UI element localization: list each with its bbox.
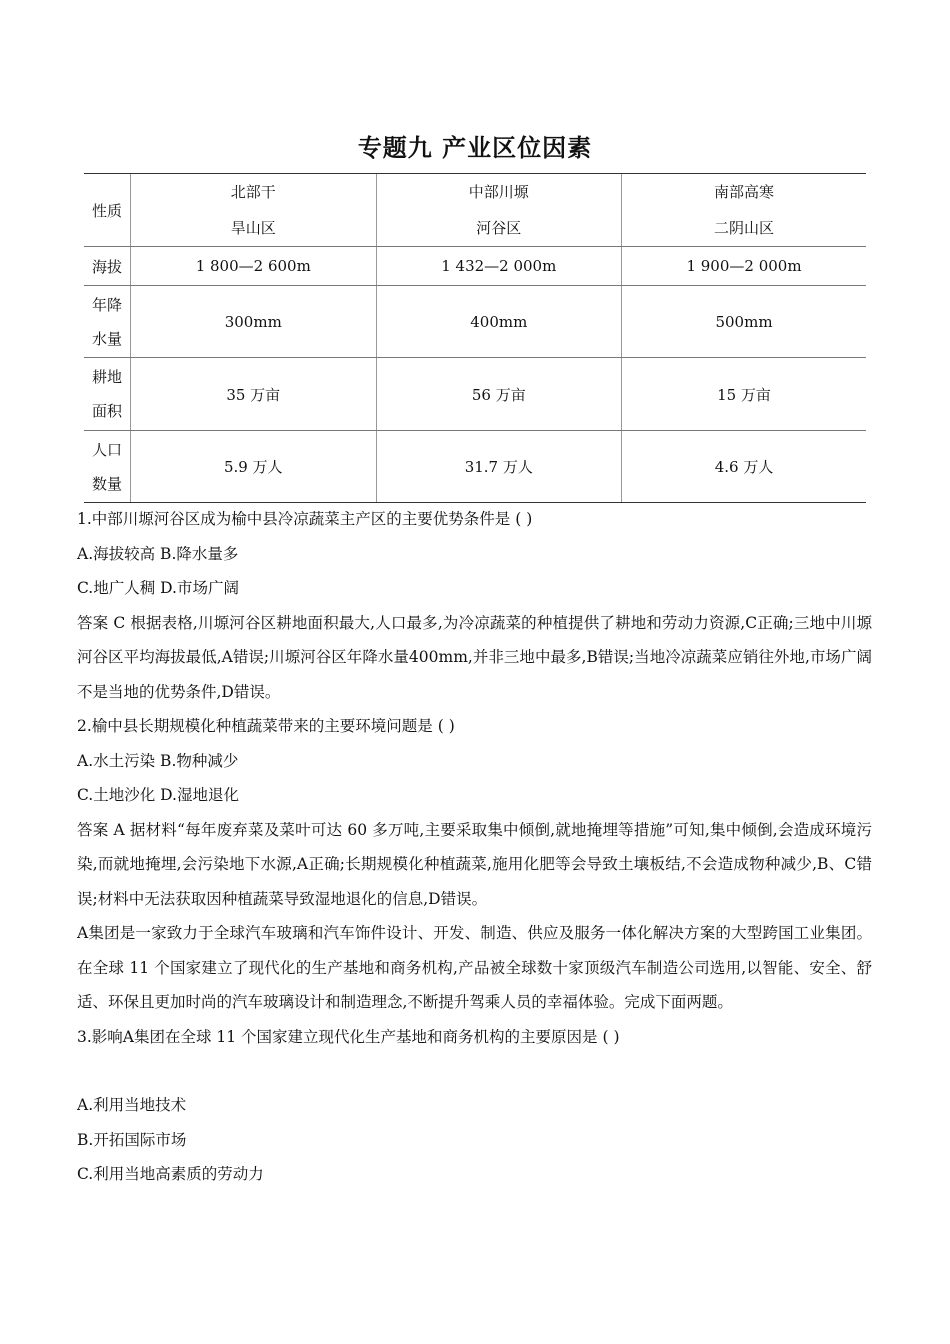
question-1-stem: 1.中部川塬河谷区成为榆中县冷凉蔬菜主产区的主要优势条件是 ( ) xyxy=(77,510,533,528)
question-1-options-ab: A.海拔较高 B.降水量多 xyxy=(77,544,239,563)
question-3-option-b: B.开拓国际市场 xyxy=(77,1130,187,1149)
region-header: 北部干 旱山区 xyxy=(131,174,377,247)
table-cell: 1 900—2 000m xyxy=(622,247,866,286)
table-row xyxy=(84,247,866,286)
table-row xyxy=(84,431,866,503)
table-cell: 1 432—2 000m xyxy=(376,247,622,286)
table-cell: 35 万亩 xyxy=(131,358,377,431)
question-3-stem: 3.影响A集团在全球 11 个国家建立现代化生产基地和商务机构的主要原因是 ( ) xyxy=(77,1027,620,1046)
table-row xyxy=(84,358,866,431)
question-3-option-a: A.利用当地技术 xyxy=(77,1096,187,1114)
table-cell: 5.9 万人 xyxy=(131,431,377,503)
table-cell: 56 万亩 xyxy=(376,358,622,431)
table-row xyxy=(84,286,866,358)
question-2-options-cd: C.土地沙化 D.湿地退化 xyxy=(77,786,239,804)
question-content xyxy=(77,502,872,1192)
question-2-answer: 答案 A 据材料“每年废弃菜及菜叶可达 60 多万吨,主要采取集中倾倒,就地掩埋等措施”可知,集中倾倒,会造成环境污染,而就地掩埋,会污染地下水源,A正确;长期规模化种植蔬菜,施用化肥等会导致土壤板结,不会造成物种减少,B、C错误;材料中无法获取因种植蔬菜导致湿地退化的信息,D错误。 xyxy=(77,820,872,908)
table-cell: 1 800—2 600m xyxy=(131,247,377,286)
table-row xyxy=(84,174,866,247)
row-label: 耕地 面积 xyxy=(84,358,131,431)
reading-passage: A集团是一家致力于全球汽车玻璃和汽车饰件设计、开发、制造、供应及服务一体化解决方案的大型跨国工业集团。在全球 11 个国家建立了现代化的生产基地和商务机构,产品被全球数十家顶级汽车制造公司选用,以智能、安全、舒适、环保且更加时尚的汽车玻璃设计和制造理念,不断提升驾乘人员的幸福体验。完成下面两题。 xyxy=(77,924,872,1011)
table-cell: 15 万亩 xyxy=(622,358,866,431)
question-3-option-c: C.利用当地高素质的劳动力 xyxy=(77,1165,264,1183)
spacer xyxy=(77,1054,872,1088)
region-header: 南部高寒 二阴山区 xyxy=(622,174,866,247)
question-1-answer: 答案 C 根据表格,川塬河谷区耕地面积最大,人口最多,为冷凉蔬菜的种植提供了耕地和劳动力资源,C正确;三地中川塬河谷区平均海拔最低,A错误;川塬河谷区年降水量400mm,并非三地中最多,B错误;当地冷凉蔬菜应销往外地,市场广阔不是当地的优势条件,D错误。 xyxy=(77,613,872,701)
row-label: 海拔 xyxy=(84,247,131,286)
question-2-options-ab: A.水土污染 B.物种减少 xyxy=(77,751,239,770)
question-2-stem: 2.榆中县长期规模化种植蔬菜带来的主要环境问题是 ( ) xyxy=(77,717,455,735)
table-cell: 4.6 万人 xyxy=(622,431,866,503)
header-label: 性质 xyxy=(84,174,131,247)
table-cell: 400mm xyxy=(376,286,622,358)
table-cell: 31.7 万人 xyxy=(376,431,622,503)
page-title: 专题九 产业区位因素 xyxy=(357,134,593,162)
comparison-table xyxy=(84,173,866,503)
table-cell: 500mm xyxy=(622,286,866,358)
region-header: 中部川塬 河谷区 xyxy=(376,174,622,247)
row-label: 人口 数量 xyxy=(84,431,131,503)
table-cell: 300mm xyxy=(131,286,377,358)
question-1-options-cd: C.地广人稠 D.市场广阔 xyxy=(77,579,239,597)
row-label: 年降 水量 xyxy=(84,286,131,358)
